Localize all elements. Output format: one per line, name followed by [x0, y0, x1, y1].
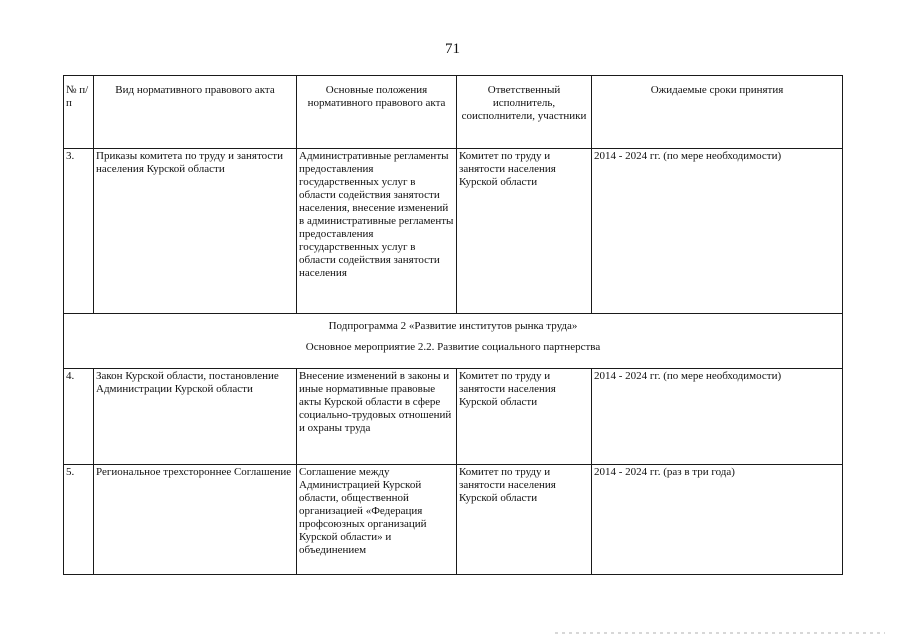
header-act-type: Вид нормативного правового акта: [94, 76, 297, 149]
table-row: [64, 149, 843, 314]
executor-cell: Комитет по труду и занятости населения Курской области: [457, 149, 592, 314]
provisions-cell: Внесение изменений в законы и иные нормативные правовые акты Курской области в сфере социально-трудовых отношений и охраны труда: [297, 369, 457, 465]
table-row: [64, 369, 843, 465]
executor-cell: Комитет по труду и занятости населения Курской области: [457, 369, 592, 465]
subprogram-title: Подпрограмма 2 «Развитие институтов рынка труда»: [328, 320, 578, 332]
header-terms: Ожидаемые сроки принятия: [592, 76, 843, 149]
page-number: 71: [445, 41, 460, 57]
executor-cell: Комитет по труду и занятости населения Курской области: [457, 465, 592, 575]
table-row: [64, 465, 843, 575]
row-number: 5.: [64, 465, 94, 575]
row-number: 3.: [64, 149, 94, 314]
header-executor: Ответственный исполнитель, соисполнители, участники: [457, 76, 592, 149]
terms-cell: 2014 - 2024 гг. (по мере необходимости): [592, 369, 843, 465]
main-activity-title: Основное мероприятие 2.2. Развитие социального партнерства: [305, 341, 601, 353]
section-cell: [64, 314, 843, 369]
terms-cell: 2014 - 2024 гг. (по мере необходимости): [592, 149, 843, 314]
provisions-cell: Административные регламенты предоставления государственных услуг в области содействия занятости населения, внесение изменений в административные регламенты предоставления государственных услуг в области содействия занятости населения: [297, 149, 457, 314]
row-number: 4.: [64, 369, 94, 465]
act-type-cell: Закон Курской области, постановление Администрации Курской области: [94, 369, 297, 465]
scan-artifact: [555, 632, 885, 634]
section-row: [64, 314, 843, 369]
legal-acts-table: [63, 75, 843, 575]
provisions-cell: Соглашение между Администрацией Курской области, общественной организацией «Федерация профсоюзных организаций Курской области» и объединением: [297, 465, 457, 575]
act-type-cell: Приказы комитета по труду и занятости населения Курской области: [94, 149, 297, 314]
act-type-cell: Региональное трехстороннее Соглашение: [94, 465, 297, 575]
header-provisions: Основные положения нормативного правового акта: [297, 76, 457, 149]
terms-cell: 2014 - 2024 гг. (раз в три года): [592, 465, 843, 575]
table-header-row: [64, 76, 843, 149]
header-number: № п/п: [64, 76, 94, 149]
